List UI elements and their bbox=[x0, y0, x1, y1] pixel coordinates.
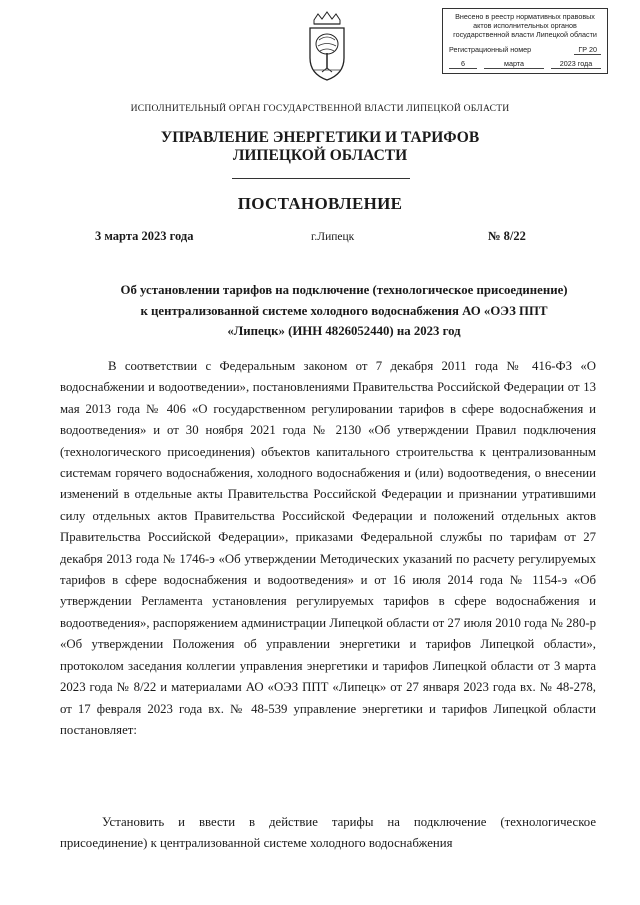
header-divider bbox=[232, 178, 410, 179]
body-paragraph-2: Установить и ввести в действие тарифы на подключение (технологическое присоединение) к централизованной системе холодного водоснабжения bbox=[60, 815, 596, 851]
document-title: Об установлении тарифов на подключение (технологическое присоединение) к централизованной системе холодного водоснабжения АО «ОЭЗ ППТ «Липецк» (ИНН 4826052440) на 2023 год bbox=[120, 283, 568, 338]
stamp-day: 6 bbox=[449, 59, 477, 69]
stamp-line-1: Внесено в реестр нормативных правовых bbox=[455, 12, 595, 21]
stamp-date-row bbox=[449, 59, 601, 69]
document-type: ПОСТАНОВЛЕНИЕ bbox=[237, 194, 403, 213]
department-name-line-1: УПРАВЛЕНИЕ ЭНЕРГЕТИКИ И ТАРИФОВ bbox=[160, 129, 480, 146]
document-number: № 8/22 bbox=[488, 229, 526, 243]
authority-line: ИСПОЛНИТЕЛЬНЫЙ ОРГАН ГОСУДАРСТВЕННОЙ ВЛАСТИ ЛИПЕЦКОЙ ОБЛАСТИ bbox=[130, 103, 510, 114]
registry-stamp bbox=[442, 8, 608, 74]
stamp-year: 2023 года bbox=[551, 59, 601, 69]
department-name-line-2: ЛИПЕЦКОЙ ОБЛАСТИ bbox=[232, 147, 408, 164]
document-date: 3 марта 2023 года bbox=[95, 229, 194, 243]
department-name bbox=[0, 129, 640, 165]
stamp-line-2: актов исполнительных органов bbox=[473, 21, 577, 30]
stamp-registration-row bbox=[449, 45, 601, 55]
body-paragraph-1: В соответствии с Федеральным законом от 7 декабря 2011 года № 416-ФЗ «О водоснабжении и водоотведении», постановлениями Правительства Российской Федерации от 13 мая 2013 года № 406 «О государственном регулировании тарифов в сфере водоснабжения и водоотведения» и от 30 ноября 2021 года № 2130 «Об утверждении Правил подключения (технологического присоединения) объектов капитального строительства к централизованным системам горячего водоснабжения, холодного водоснабжения и (или) водоотведения, о внесении изменений в отдельные акты Правительства Российской Федерации и признании утратившими силу отдельных актов Правительства Российской Федерации и положений отдельных актов Правительства Российской Федерации», приказами Федеральной службы по тарифам от 27 декабря 2013 года № 1746-э «Об утверждении Методических указаний по расчету регулируемых тарифов в сфере водоснабжения и водоотведения» и от 16 июля 2014 года № 1154-э «Об утверждении Регламента установления регулируемых тарифов в сфере водоснабжения и водоотведения», распоряжением администрации Липецкой области от 27 июля 2010 года № 280-р «Об утверждении Положения об управлении энергетики и тарифов Липецкой области», протоколом заседания коллегии управления энергетики и тарифов Липецкой области от 3 марта 2023 года № 8/22 и материалами АО «ОЭЗ ППТ «Липецк» от 27 января 2023 года вх. № 48-278, от 17 февраля 2023 года вх. № 48-539 управление энергетики и тарифов Липецкой области постановляет: bbox=[60, 359, 596, 737]
stamp-reg-label: Регистрационный номер bbox=[449, 45, 532, 54]
document-city: г.Липецк bbox=[311, 231, 355, 243]
coat-of-arms-icon bbox=[304, 10, 350, 82]
stamp-reg-number: ГР 20 bbox=[574, 45, 601, 55]
stamp-line-3: государственной власти Липецкой области bbox=[453, 30, 597, 39]
stamp-month: марта bbox=[484, 59, 544, 69]
